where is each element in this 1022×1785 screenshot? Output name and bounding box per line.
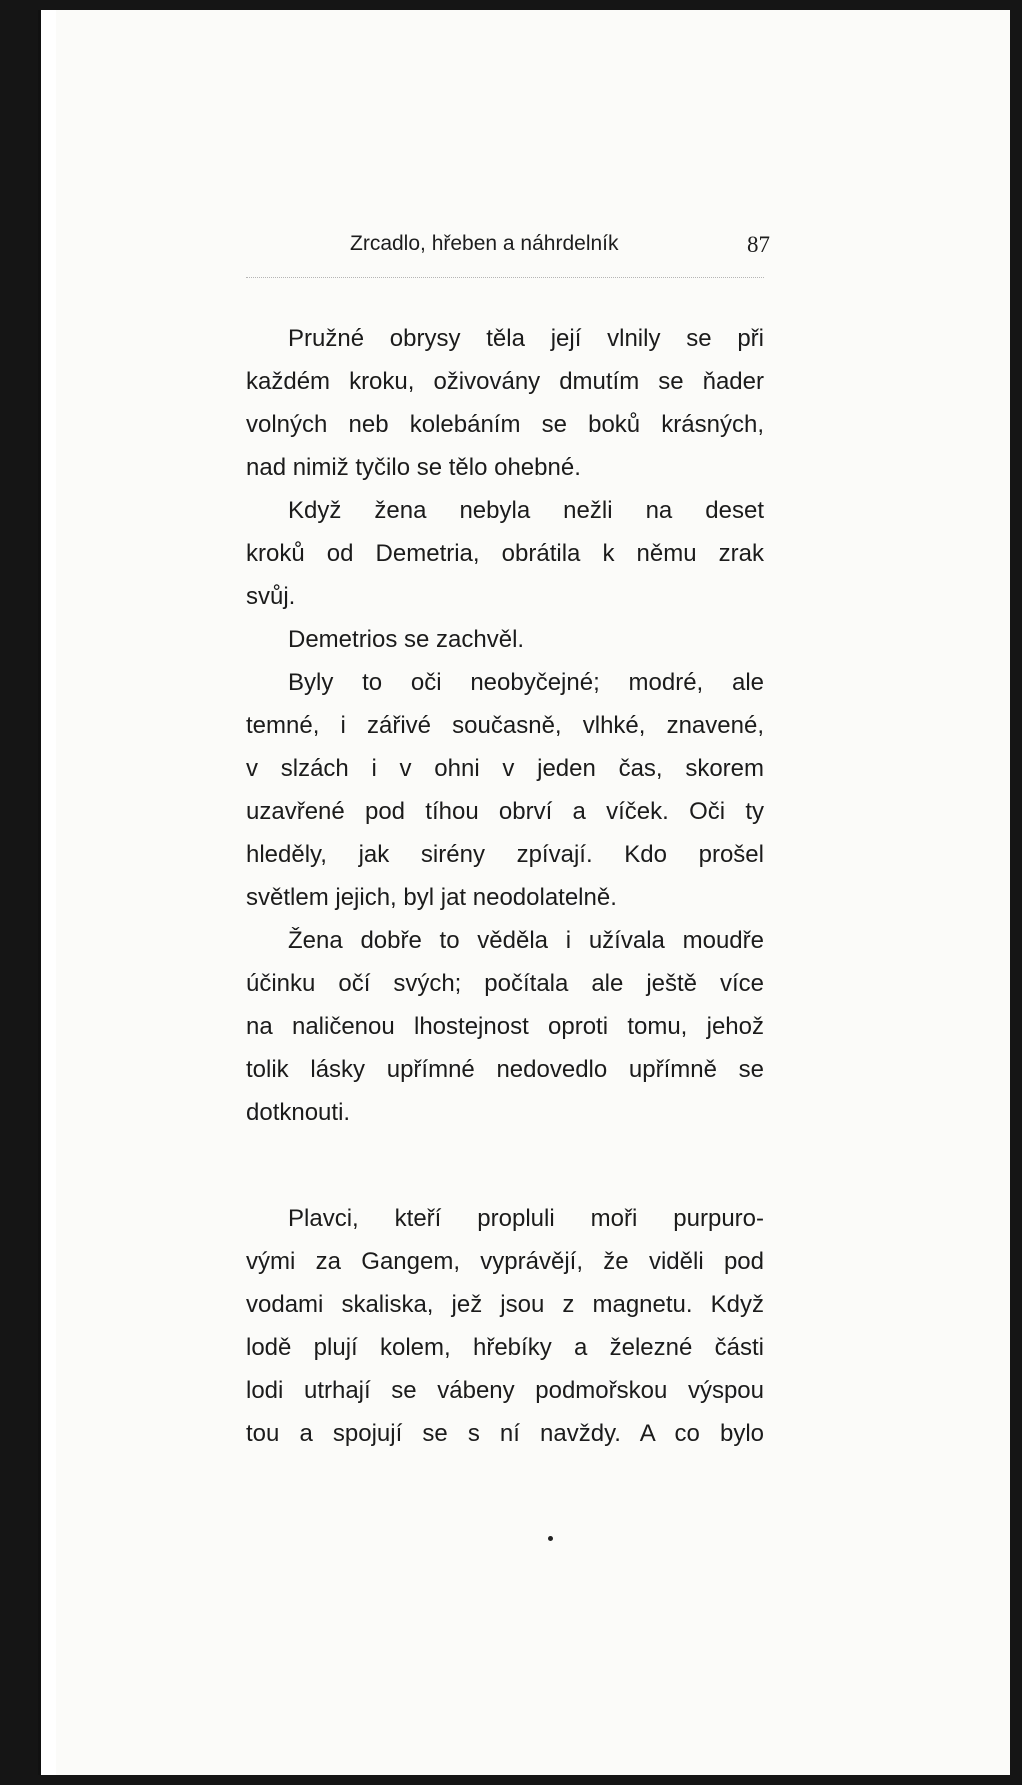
running-header (350, 232, 770, 266)
text-line: Plavci, kteří propluli moři purpuro- (288, 1205, 764, 1232)
text-line: každém kroku, oživovány dmutím se ňader (246, 368, 764, 395)
text-line: Byly to oči neobyčejné; modré, ale (288, 669, 764, 696)
text-line: kroků od Demetria, obrátila k němu zrak (246, 540, 764, 567)
text-line: Žena dobře to věděla i užívala moudře (288, 927, 764, 954)
text-line: volných neb kolebáním se boků krásných, (246, 411, 764, 438)
page-number: 87 (747, 232, 770, 257)
text-line: svůj. (246, 583, 296, 610)
text-block-2 (246, 1197, 764, 1455)
text-line: nad nimiž tyčilo se tělo ohebné. (246, 454, 581, 481)
text-line: účinku očí svých; počítala ale ještě více (246, 970, 764, 997)
text-block-1 (246, 317, 764, 1134)
text-line: dotknouti. (246, 1099, 351, 1126)
text-line: Demetrios se zachvěl. (288, 626, 525, 653)
text-line: temné, i zářivé současně, vlhké, znavené, (246, 712, 764, 739)
ink-dot (548, 1536, 553, 1541)
text-line: světlem jejich, byl jat neodolatelně. (246, 884, 617, 911)
header-rule (246, 277, 764, 278)
text-line: tolik lásky upřímné nedovedlo upřímně se (246, 1056, 764, 1083)
text-line: Když žena nebyla nežli na deset (288, 497, 764, 524)
text-line: hleděly, jak sirény zpívají. Kdo prošel (246, 841, 764, 868)
text-line: v slzách i v ohni v jeden čas, skorem (246, 755, 764, 782)
text-line: lodi utrhají se vábeny podmořskou výspou (246, 1377, 764, 1404)
text-line: Pružné obrysy těla její vlnily se při (288, 325, 764, 352)
text-line: uzavřené pod tíhou obrví a víček. Oči ty (246, 798, 764, 825)
text-line: lodě plují kolem, hřebíky a železné části (246, 1334, 764, 1361)
text-line: vými za Gangem, vyprávějí, že viděli pod (246, 1248, 764, 1275)
text-line: na naličenou lhostejnost oproti tomu, jehož (246, 1013, 764, 1040)
running-title: Zrcadlo, hřeben a náhrdelník (350, 232, 619, 255)
text-line: tou a spojují se s ní navždy. A co bylo (246, 1420, 764, 1447)
text-line: vodami skaliska, jež jsou z magnetu. Když (246, 1291, 764, 1318)
